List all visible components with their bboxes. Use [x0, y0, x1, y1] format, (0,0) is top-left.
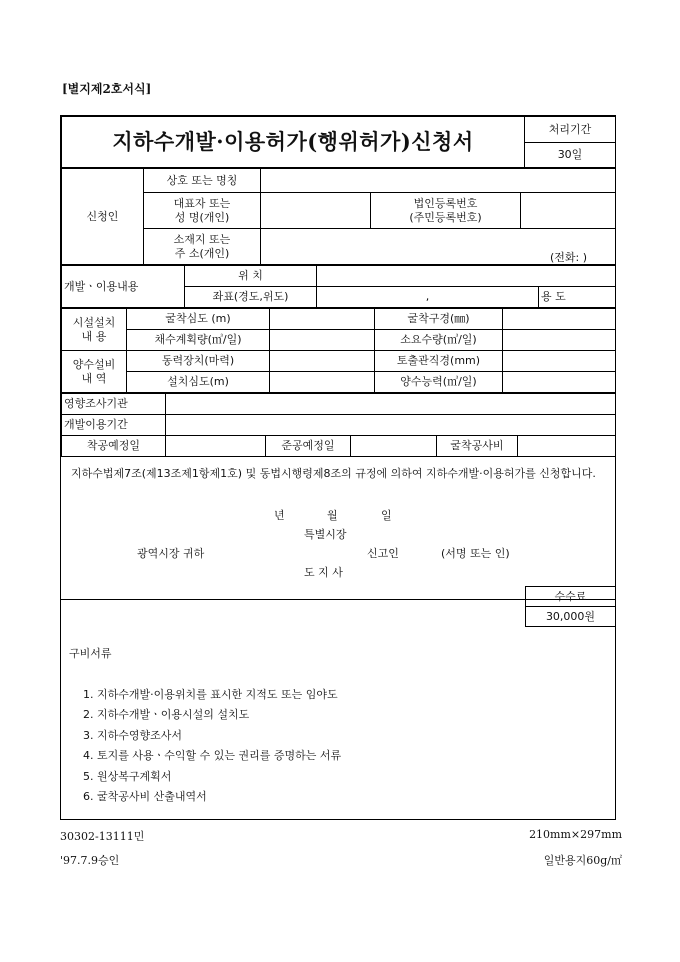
date-day: 일: [381, 509, 392, 522]
development-period-label: 개발이용기간: [62, 415, 166, 436]
registration-number-label-line2: (주민등록번호): [409, 210, 482, 224]
registration-number-label-line1: 법인등록번호: [413, 197, 478, 211]
fee-table: [525, 586, 615, 627]
required-documents: [69, 644, 341, 808]
discharge-pipe-field[interactable]: [503, 351, 616, 372]
facility-section-line2: 내 용: [81, 329, 107, 343]
processing-period-label: 처리기간: [525, 117, 616, 143]
pump-section-label: [62, 351, 127, 393]
development-table: [61, 265, 616, 308]
power-unit-field[interactable]: [270, 351, 375, 372]
document-item: 5. 원상복구계획서: [83, 769, 172, 783]
completion-date-field[interactable]: [351, 436, 437, 457]
reporter-label: 신고인: [367, 547, 399, 560]
document-item: 3. 지하수영향조사서: [83, 728, 182, 742]
approval-date: '97.7.9승인: [60, 854, 120, 867]
application-form: [60, 115, 616, 820]
install-depth-field[interactable]: [270, 372, 375, 393]
paper-type: 일반용지60g/㎡: [543, 854, 622, 867]
document-item: 1. 지하수개발·이용위치를 표시한 지적도 또는 임야도: [83, 687, 338, 701]
usage-label: 용 도: [541, 290, 566, 304]
fee-label: 수수료: [526, 587, 616, 607]
address-label-line2: 주 소(개인): [174, 246, 230, 260]
extraction-plan-field[interactable]: [270, 330, 375, 351]
representative-label-line1: 대표자 또는: [173, 197, 231, 211]
pump-capacity-label: 양수능력(㎥/일): [375, 372, 503, 393]
pump-section-line2: 내 역: [81, 371, 107, 385]
pump-section-line1: 양수설비: [72, 358, 116, 372]
start-date-field[interactable]: [166, 436, 266, 457]
special-city-mayor: 특별시장: [304, 528, 347, 541]
representative-field[interactable]: [261, 193, 371, 229]
start-date-label: 착공예정일: [62, 436, 166, 457]
document-item: 6. 굴착공사비 산출내역서: [83, 790, 207, 803]
company-name-field[interactable]: [261, 169, 616, 193]
processing-period-value: 30일: [525, 142, 616, 168]
power-unit-label: 동력장치(마력): [127, 351, 270, 372]
date-month: 월: [327, 509, 338, 522]
documents-title: 구비서류: [69, 647, 112, 660]
document-item: 2. 지하수개발ㆍ이용시설의 설치도: [83, 708, 250, 721]
development-section-label: 개발ㆍ이용내용: [62, 266, 185, 308]
location-field[interactable]: [317, 266, 616, 287]
discharge-pipe-label: 토출관직경(mm): [375, 351, 503, 372]
applicant-section-label: 신청인: [62, 169, 144, 265]
document-item: 4. 토지를 사용ㆍ수익할 수 있는 권리를 증명하는 서류: [83, 749, 342, 762]
fee-value: 30,000원: [526, 607, 616, 627]
coordinates-field[interactable]: [317, 287, 539, 308]
registration-number-field[interactable]: [521, 193, 616, 229]
required-volume-label: 소요수량(㎥/일): [375, 330, 503, 351]
metro-mayor-addressee: 광역시장 귀하: [137, 547, 205, 560]
completion-date-label: 준공예정일: [266, 436, 351, 457]
representative-label: [144, 193, 261, 229]
paper-size: 210mm×297mm: [529, 828, 622, 841]
signature-label: (서명 또는 인): [441, 547, 510, 560]
registration-number-label: [371, 193, 521, 229]
date-year: 년: [274, 509, 285, 522]
form-number-label: [별지제2호서식]: [62, 82, 152, 96]
applicant-table: [61, 168, 616, 265]
usage-cell: [539, 287, 616, 308]
facility-table: [61, 308, 616, 393]
location-label: 위 치: [185, 266, 317, 287]
address-label: [144, 229, 261, 265]
survey-agency-field[interactable]: [166, 394, 616, 415]
coordinates-label: 좌표(경도,위도): [185, 287, 317, 308]
facility-section-label: [62, 309, 127, 351]
phone-label: (전화: ): [549, 250, 588, 264]
coordinates-separator: ,: [425, 290, 430, 304]
governor-label: 도 지 사: [304, 566, 343, 579]
survey-agency-label: 영향조사기관: [62, 394, 166, 415]
title-table: [61, 116, 616, 168]
application-statement: [61, 457, 615, 600]
install-depth-label: 설치심도(m): [127, 372, 270, 393]
representative-label-line2: 성 명(개인): [174, 210, 230, 224]
facility-section-line1: 시설설치: [72, 316, 116, 330]
statement-text: 지하수법제7조(제13조제1항제1호) 및 동법시행령제8조의 규정에 의하여 지하수개발·이용허가를 신청합니다.: [71, 467, 596, 480]
address-field[interactable]: [261, 229, 616, 265]
extraction-plan-label: 채수계획량(㎥/일): [127, 330, 270, 351]
company-name-label: 상호 또는 명칭: [144, 169, 261, 193]
pump-capacity-field[interactable]: [503, 372, 616, 393]
drilling-cost-label: 굴착공사비: [437, 436, 518, 457]
drilling-cost-field[interactable]: [518, 436, 616, 457]
form-code: 30302-13111민: [60, 830, 145, 843]
drill-depth-label: 굴착심도 (m): [127, 309, 270, 330]
drill-depth-field[interactable]: [270, 309, 375, 330]
schedule-table: [61, 393, 616, 457]
title-cell: [62, 117, 525, 168]
development-period-field[interactable]: [166, 415, 616, 436]
required-volume-field[interactable]: [503, 330, 616, 351]
page-title: 지하수개발·이용허가(행위허가)신청서: [112, 129, 474, 155]
address-label-line1: 소재지 또는: [173, 233, 231, 247]
bore-diameter-label: 굴착구경(㎜): [375, 309, 503, 330]
bore-diameter-field[interactable]: [503, 309, 616, 330]
